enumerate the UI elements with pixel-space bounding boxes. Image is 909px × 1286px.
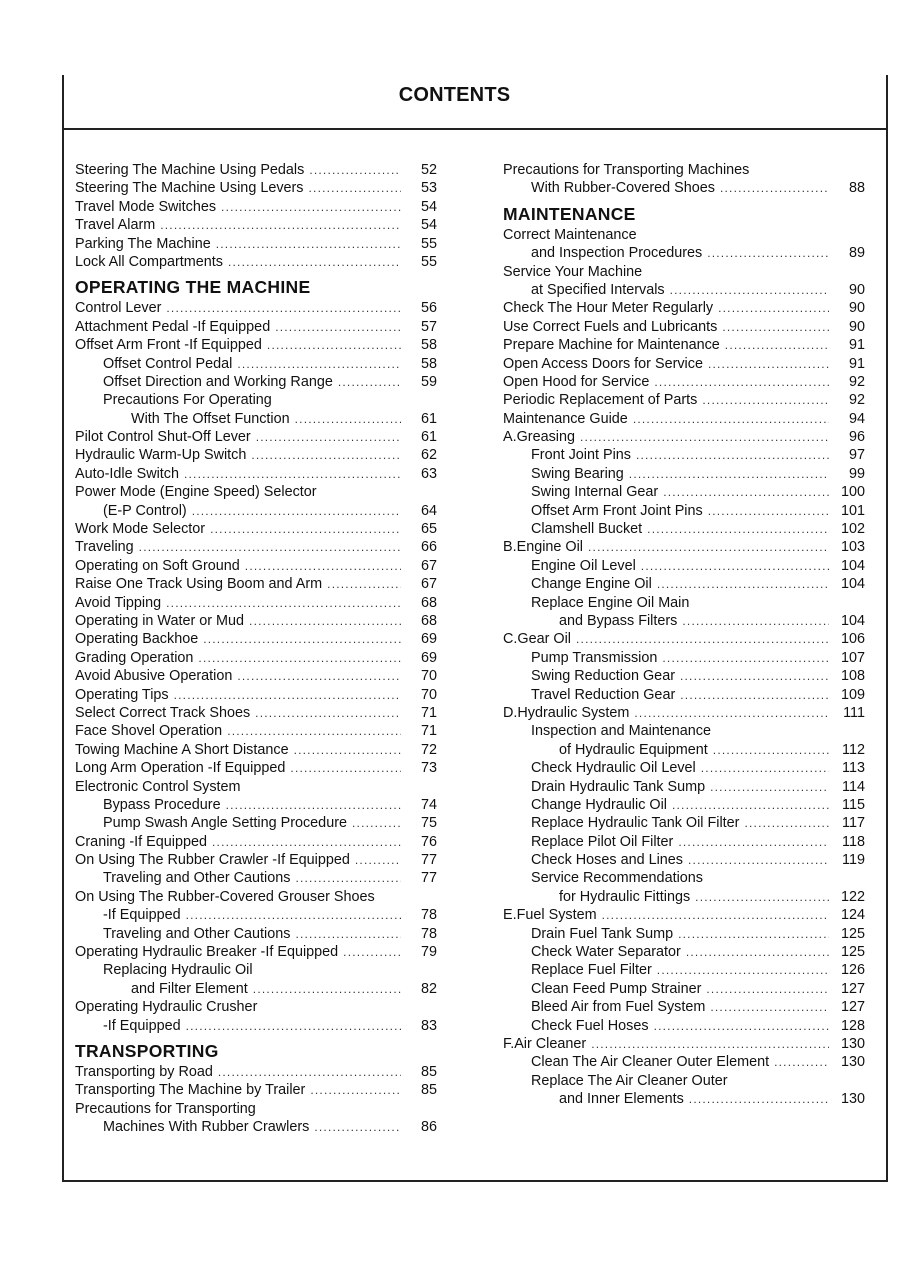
toc-entry[interactable]: Replace The Air Cleaner Outer (531, 1072, 728, 1089)
section-heading-maintenance: MAINTENANCE (503, 203, 636, 224)
toc-entry[interactable]: Face Shovel Operation ..... 71 (75, 722, 437, 740)
toc-entry[interactable]: Long Arm Operation -If Equipped ..... 73 (75, 759, 437, 777)
toc-entry[interactable]: Bypass Procedure ..... 74 (75, 796, 437, 814)
toc-entry[interactable]: Towing Machine A Short Distance ..... 72 (75, 741, 437, 759)
toc-entry[interactable]: Travel Reduction Gear ..... 109 (503, 686, 865, 704)
toc-entry[interactable]: Change Hydraulic Oil ..... 115 (503, 796, 865, 814)
toc-entry[interactable]: F. Air Cleaner ..... 130 (503, 1035, 865, 1053)
left-column (75, 161, 437, 1137)
toc-entry[interactable]: Steering The Machine Using Pedals ..... 52 (75, 161, 437, 179)
section-marker: C. (503, 631, 518, 648)
toc-entry[interactable]: Operating Hydraulic Breaker -If Equipped ..... 79 (75, 943, 437, 961)
toc-entry[interactable]: Power Mode (Engine Speed) Selector (75, 484, 317, 501)
right-top-list (503, 161, 865, 198)
toc-entry[interactable]: Use Correct Fuels and Lubricants ..... 90 (503, 318, 865, 336)
toc-entry[interactable]: On Using The Rubber Crawler -If Equipped ..... 77 (75, 851, 437, 869)
toc-entry[interactable]: Clamshell Bucket ..... 102 (503, 520, 865, 538)
section-marker: F. (503, 1035, 515, 1052)
toc-entry[interactable]: Travel Mode Switches ..... 54 (75, 198, 437, 216)
toc-entry[interactable]: and Filter Element ..... 82 (75, 980, 437, 998)
toc-entry[interactable]: Select Correct Track Shoes ..... 71 (75, 704, 437, 722)
toc-entry[interactable]: Transporting The Machine by Trailer ..... 85 (75, 1081, 437, 1099)
toc-entry[interactable]: Raise One Track Using Boom and Arm ..... 67 (75, 575, 437, 593)
toc-entry[interactable]: Drain Fuel Tank Sump ..... 125 (503, 925, 865, 943)
section-marker: B. (503, 539, 517, 556)
toc-entry[interactable]: Electronic Control System (75, 778, 241, 795)
toc-entry[interactable]: (E-P Control) ..... 64 (75, 502, 437, 520)
section-marker: A. (503, 429, 517, 446)
toc-entry[interactable]: Craning -If Equipped ..... 76 (75, 833, 437, 851)
toc-entry[interactable]: Clean Feed Pump Strainer ..... 127 (503, 980, 865, 998)
toc-entry[interactable]: Replace Pilot Oil Filter ..... 118 (503, 833, 865, 851)
toc-entry[interactable]: Correct Maintenance (503, 226, 637, 243)
operating-list (75, 299, 437, 1035)
toc-entry[interactable]: Avoid Tipping ..... 68 (75, 594, 437, 612)
toc-entry[interactable]: Check Hoses and Lines ..... 119 (503, 851, 865, 869)
toc-entry[interactable]: Replace Hydraulic Tank Oil Filter ..... 117 (503, 814, 865, 832)
toc-entry[interactable]: and Inspection Procedures ..... 89 (503, 244, 865, 262)
toc-entry[interactable]: Drain Hydraulic Tank Sump ..... 114 (503, 778, 865, 796)
toc-entry[interactable]: Pilot Control Shut-Off Lever ..... 61 (75, 428, 437, 446)
toc-entry[interactable]: Pump Transmission ..... 107 (503, 649, 865, 667)
toc-entry[interactable]: for Hydraulic Fittings ..... 122 (503, 888, 865, 906)
toc-entry[interactable]: Replace Fuel Filter ..... 126 (503, 961, 865, 979)
toc-entry[interactable]: Check Fuel Hoses ..... 128 (503, 1017, 865, 1035)
toc-entry[interactable]: Check Hydraulic Oil Level ..... 113 (503, 759, 865, 777)
toc-entry[interactable]: Traveling ..... 66 (75, 538, 437, 556)
toc-entry[interactable]: Travel Alarm ..... 54 (75, 216, 437, 234)
toc-entry[interactable]: Periodic Replacement of Parts ..... 92 (503, 391, 865, 409)
section-marker: D. (503, 704, 518, 721)
toc-entry[interactable]: Operating in Water or Mud ..... 68 (75, 612, 437, 630)
toc-entry[interactable]: Offset Direction and Working Range ..... 59 (75, 373, 437, 391)
toc-entry[interactable]: -If Equipped ..... 78 (75, 906, 437, 924)
transporting-list (75, 1063, 437, 1137)
toc-entry[interactable]: of Hydraulic Equipment ..... 112 (503, 741, 865, 759)
toc-entry[interactable]: Control Lever ..... 56 (75, 299, 437, 317)
toc-entry[interactable]: Machines With Rubber Crawlers ..... 86 (75, 1118, 437, 1136)
toc-entry[interactable]: Engine Oil Level ..... 104 (503, 557, 865, 575)
toc-entry[interactable]: Open Access Doors for Service ..... 91 (503, 355, 865, 373)
toc-entry[interactable]: B. Engine Oil ..... 103 (503, 538, 865, 556)
toc-entry[interactable]: E. Fuel System ..... 124 (503, 906, 865, 924)
toc-entry[interactable]: Pump Swash Angle Setting Procedure ..... 75 (75, 814, 437, 832)
toc-entry[interactable]: Operating Tips ..... 70 (75, 686, 437, 704)
toc-entry[interactable]: On Using The Rubber-Covered Grouser Shoes (75, 888, 375, 905)
toc-entry[interactable]: Lock All Compartments ..... 55 (75, 253, 437, 271)
toc-entry[interactable]: and Inner Elements ..... 130 (503, 1090, 865, 1108)
toc-entry[interactable]: Traveling and Other Cautions ..... 78 (75, 925, 437, 943)
toc-entry[interactable]: Swing Internal Gear ..... 100 (503, 483, 865, 501)
toc-entry[interactable]: Service Your Machine (503, 263, 643, 280)
toc-entry[interactable]: Front Joint Pins ..... 97 (503, 446, 865, 464)
toc-entry[interactable]: Parking The Machine ..... 55 (75, 235, 437, 253)
toc-entry[interactable]: Offset Control Pedal ..... 58 (75, 355, 437, 373)
toc-entry[interactable]: Offset Arm Front -If Equipped ..... 58 (75, 336, 437, 354)
toc-entry[interactable]: Check The Hour Meter Regularly ..... 90 (503, 299, 865, 317)
toc-entry[interactable]: Attachment Pedal -If Equipped ..... 57 (75, 318, 437, 336)
toc-entry[interactable]: Hydraulic Warm-Up Switch ..... 62 (75, 446, 437, 464)
left-top-list (75, 161, 437, 271)
toc-entry[interactable]: Precautions for Transporting Machines (503, 162, 750, 178)
toc-entry[interactable]: Precautions For Operating (103, 392, 272, 409)
toc-entry[interactable]: -If Equipped ..... 83 (75, 1017, 437, 1035)
toc-entry[interactable]: Operating on Soft Ground ..... 67 (75, 557, 437, 575)
toc-entry[interactable]: Swing Bearing ..... 99 (503, 465, 865, 483)
toc-entry[interactable]: and Bypass Filters ..... 104 (503, 612, 865, 630)
toc-entry[interactable]: Swing Reduction Gear ..... 108 (503, 667, 865, 685)
section-heading-operating: OPERATING THE MACHINE (75, 277, 311, 298)
toc-entry[interactable]: Steering The Machine Using Levers ..... 53 (75, 179, 437, 197)
toc-entry[interactable]: Transporting by Road ..... 85 (75, 1063, 437, 1081)
toc-entry[interactable]: Clean The Air Cleaner Outer Element ..... 130 (503, 1053, 865, 1071)
toc-entry[interactable]: Maintenance Guide ..... 94 (503, 410, 865, 428)
right-column (503, 161, 865, 1109)
section-marker: E. (503, 907, 517, 924)
toc-entry[interactable]: Traveling and Other Cautions ..... 77 (75, 869, 437, 887)
toc-entry[interactable]: C. Gear Oil ..... 106 (503, 630, 865, 648)
toc-entry[interactable]: Bleed Air from Fuel System ..... 127 (503, 998, 865, 1016)
toc-entry[interactable]: A. Greasing ..... 96 (503, 428, 865, 446)
toc-entry[interactable]: at Specified Intervals ..... 90 (503, 281, 865, 299)
toc-entry[interactable]: Avoid Abusive Operation ..... 70 (75, 667, 437, 685)
toc-entry[interactable]: Prepare Machine for Maintenance ..... 91 (503, 336, 865, 354)
toc-entry[interactable]: Operating Backhoe ..... 69 (75, 630, 437, 648)
maintenance-list (503, 226, 865, 1109)
toc-entry[interactable]: Check Water Separator ..... 125 (503, 943, 865, 961)
toc-entry[interactable]: Grading Operation ..... 69 (75, 649, 437, 667)
toc-entry[interactable]: Precautions for Transporting (75, 1100, 256, 1117)
toc-entry[interactable]: Operating Hydraulic Crusher (75, 999, 258, 1016)
toc-entry[interactable]: With Rubber-Covered Shoes ..... 88 (503, 179, 865, 197)
toc-entry[interactable]: Offset Arm Front Joint Pins ..... 101 (503, 502, 865, 520)
toc-entry[interactable]: Work Mode Selector ..... 65 (75, 520, 437, 538)
toc-entry[interactable]: Replacing Hydraulic Oil (103, 962, 253, 979)
toc-entry[interactable]: Service Recommendations (531, 870, 703, 887)
toc-entry[interactable]: Replace Engine Oil Main (531, 594, 690, 611)
section-heading-transporting: TRANSPORTING (75, 1040, 219, 1061)
toc-entry[interactable]: With The Offset Function ..... 61 (75, 410, 437, 428)
toc-entry[interactable]: Auto-Idle Switch ..... 63 (75, 465, 437, 483)
toc-entry[interactable]: Inspection and Maintenance (531, 723, 712, 740)
page-title: CONTENTS (398, 84, 511, 106)
toc-entry[interactable]: Open Hood for Service ..... 92 (503, 373, 865, 391)
toc-entry[interactable]: D. Hydraulic System ..... 111 (503, 704, 865, 722)
toc-entry[interactable]: Change Engine Oil ..... 104 (503, 575, 865, 593)
